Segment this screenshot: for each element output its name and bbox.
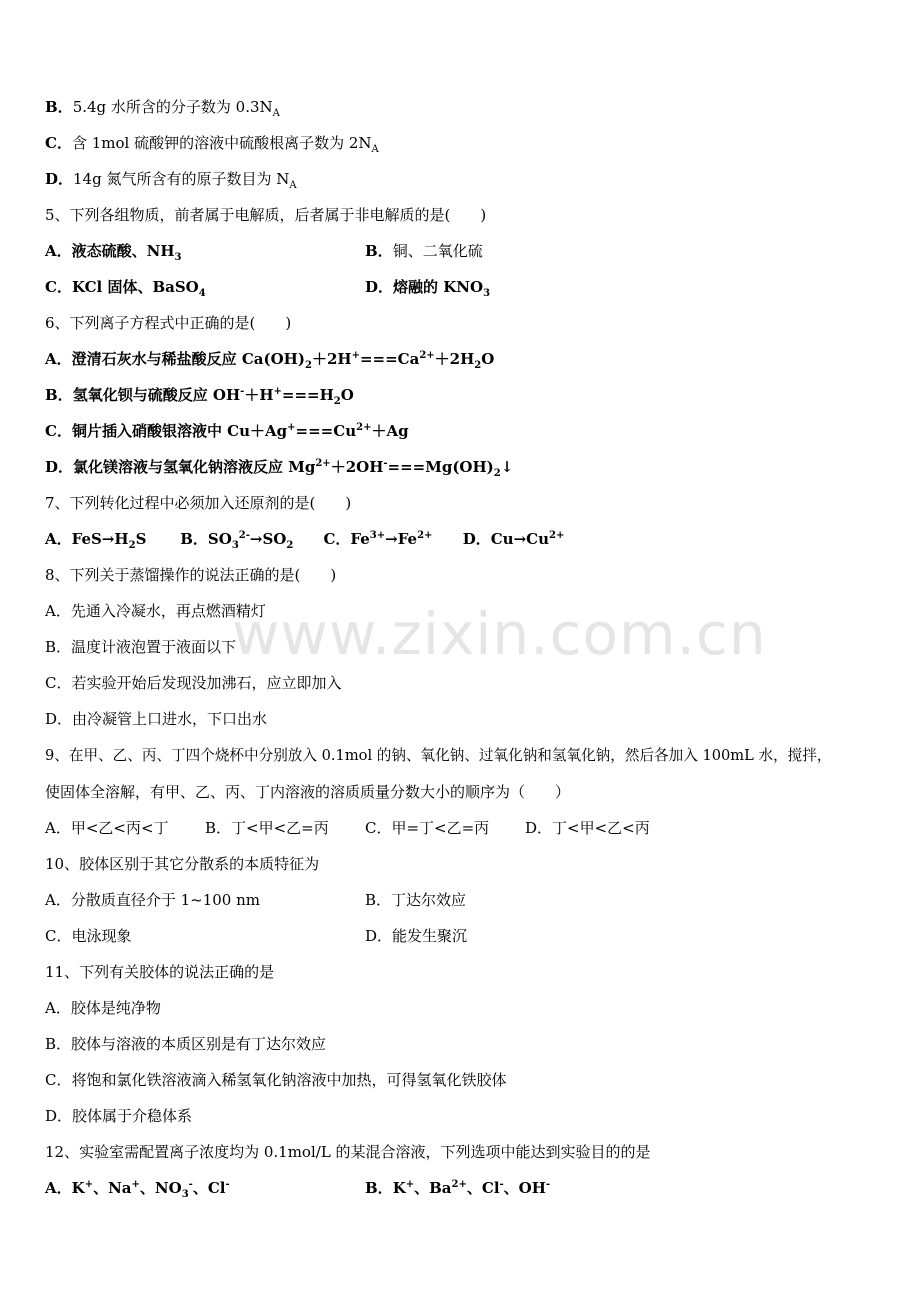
q10-option-d[interactable]: D．能发生聚沉 — [365, 927, 468, 945]
superscript: + — [405, 1179, 415, 1190]
q7-option-d[interactable] — [463, 529, 565, 549]
q6-option-a[interactable] — [45, 349, 494, 369]
q9-option-c[interactable]: C．甲=丁<乙=丙 — [365, 819, 490, 837]
q10-option-a[interactable]: A．分散质直径介于 1~100 nm — [45, 891, 260, 909]
option-text: ＋2H — [311, 350, 352, 368]
q5-option-a[interactable] — [45, 241, 182, 261]
option-text: 澄清石灰水与稀盐酸反应 Ca(OH) — [71, 350, 305, 368]
option-text: O — [340, 386, 354, 404]
q4-option-d[interactable] — [45, 169, 297, 189]
option-text: 氢氧化钡与硫酸反应 OH — [72, 386, 241, 404]
option-text: 、Cl — [192, 1179, 226, 1197]
option-letter: B． — [365, 242, 393, 260]
option-text: FeS→H — [71, 530, 129, 548]
subscript: 3 — [483, 288, 491, 299]
subscript: A — [289, 180, 297, 191]
q10-option-c[interactable]: C．电泳现象 — [45, 927, 132, 945]
option-text: 、Na — [93, 1179, 132, 1197]
q11-option-c[interactable]: C．将饱和氯化铁溶液滴入稀氢氧化钠溶液中加热，可得氢氧化铁胶体 — [45, 1071, 507, 1089]
option-text: ↓ — [500, 458, 514, 476]
q11-option-d[interactable]: D．胶体属于介稳体系 — [45, 1107, 193, 1125]
q11-option-b[interactable]: B．胶体与溶液的本质区别是有丁达尔效应 — [45, 1035, 327, 1053]
q7-option-a[interactable] — [45, 529, 175, 549]
option-text: ===H — [281, 386, 334, 404]
option-letter: A． — [45, 530, 72, 548]
option-letter: A． — [45, 242, 72, 260]
option-letter: A． — [45, 1179, 72, 1197]
superscript: + — [351, 350, 360, 361]
option-text: ＋2OH — [330, 458, 384, 476]
subscript: 4 — [198, 288, 206, 299]
option-text: 液态硫酸、NH — [71, 242, 175, 260]
subscript: A — [272, 108, 280, 119]
q9-option-d[interactable]: D．丁<甲<乙<丙 — [525, 819, 650, 837]
option-text: K — [71, 1179, 85, 1197]
q4-option-c[interactable] — [45, 133, 379, 153]
subscript: 2 — [304, 360, 312, 371]
option-letter: C． — [45, 422, 72, 440]
q10-option-b[interactable]: B．丁达尔效应 — [365, 891, 467, 909]
option-text: 、OH — [503, 1179, 546, 1197]
q8-option-c[interactable]: C．若实验开始后发现没加沸石，应立即加入 — [45, 674, 342, 692]
option-letter: C． — [45, 134, 72, 152]
q5-stem: 5、下列各组物质，前者属于电解质，后者属于非电解质的是( ) — [45, 206, 487, 224]
q7-option-b[interactable] — [180, 529, 318, 549]
option-text: KCl 固体、BaSO — [71, 278, 199, 296]
q7-option-c[interactable] — [323, 529, 457, 549]
option-letter: B． — [180, 530, 208, 548]
option-text: ===Mg(OH) — [387, 458, 494, 476]
option-text: Cu→Cu — [490, 530, 549, 548]
q9-option-b[interactable]: B．丁<甲<乙=丙 — [205, 819, 329, 837]
q7-options — [45, 529, 564, 549]
q11-stem: 11、下列有关胶体的说法正确的是 — [45, 963, 275, 981]
subscript: 3 — [174, 252, 182, 263]
superscript: - — [383, 458, 388, 469]
option-text: ===Ca — [359, 350, 420, 368]
option-text: 铜片插入硝酸银溶液中 Cu＋Ag — [71, 422, 288, 440]
option-letter: B． — [45, 386, 73, 404]
option-text: 14g 氮气所含有的原子数目为 N — [73, 170, 290, 188]
option-text: K — [392, 1179, 406, 1197]
q9-options — [45, 818, 650, 838]
option-text: 5.4g 水所含的分子数为 0.3N — [72, 98, 273, 116]
q6-stem: 6、下列离子方程式中正确的是( ) — [45, 314, 292, 332]
superscript: - — [499, 1179, 504, 1190]
option-text: 铜、二氧化硫 — [392, 242, 483, 260]
q12-option-b[interactable] — [365, 1178, 550, 1198]
option-text: 含 1mol 硫酸钾的溶液中硫酸根离子数为 2N — [71, 134, 372, 152]
option-text: 、Ba — [414, 1179, 452, 1197]
option-letter: D． — [45, 170, 74, 188]
q5-option-c[interactable] — [45, 277, 206, 297]
superscript: + — [287, 422, 296, 433]
superscript: - — [188, 1179, 193, 1190]
option-text: SO — [207, 530, 232, 548]
watermark: www.zixin.com.cn — [232, 600, 767, 668]
q8-option-a[interactable]: A．先通入冷凝水，再点燃酒精灯 — [45, 602, 266, 620]
superscript: 2+ — [451, 1179, 467, 1190]
option-text: 、NO — [139, 1179, 182, 1197]
subscript: 2 — [286, 540, 294, 551]
option-text: →Fe — [385, 530, 418, 548]
option-text: S — [135, 530, 147, 548]
q6-option-b[interactable] — [45, 385, 354, 405]
option-letter: B． — [45, 98, 73, 116]
option-text: ＋Ag — [371, 422, 409, 440]
option-letter: D． — [462, 530, 491, 548]
q12-stem: 12、实验室需配置离子浓度均为 0.1mol/L 的某混合溶液，下列选项中能达到实验目的的是 — [45, 1143, 651, 1161]
option-text: ＋2H — [434, 350, 475, 368]
option-text: 、Cl — [466, 1179, 500, 1197]
subscript: 2 — [474, 360, 482, 371]
superscript: 2+ — [356, 422, 372, 433]
superscript: + — [273, 386, 282, 397]
superscript: - — [225, 1179, 230, 1190]
q9-stem-line1: 9、在甲、乙、丙、丁四个烧杯中分别放入 0.1mol 的钠、氧化钠、过氧化钠和氢氧化钠，然后各加入 100mL 水，搅拌， — [45, 747, 832, 764]
superscript: 2+ — [548, 530, 565, 541]
q11-option-a[interactable]: A．胶体是纯净物 — [45, 999, 161, 1017]
q9-option-a[interactable]: A．甲<乙<丙<丁 — [45, 819, 169, 837]
superscript: + — [131, 1179, 140, 1190]
option-text: →SO — [249, 530, 287, 548]
q12-option-a[interactable] — [45, 1178, 230, 1198]
option-text: Fe — [350, 530, 370, 548]
option-letter: A． — [45, 350, 72, 368]
subscript: 3 — [181, 1189, 189, 1200]
option-letter: C． — [45, 278, 72, 296]
q9-stem-line2: 使固体全溶解，有甲、乙、丙、丁内溶液的溶质质量分数大小的顺序为（ ） — [45, 783, 571, 801]
superscript: 3+ — [369, 530, 386, 541]
q8-option-d[interactable]: D．由冷凝管上口进水，下口出水 — [45, 710, 268, 728]
superscript: 2+ — [417, 530, 433, 541]
superscript: - — [240, 386, 245, 397]
option-text: 熔融的 KNO — [393, 278, 484, 296]
subscript: A — [371, 144, 379, 155]
subscript: 2 — [333, 396, 341, 407]
subscript: 3 — [231, 540, 239, 551]
option-letter: D． — [45, 458, 74, 476]
q10-stem: 10、胶体区别于其它分散系的本质特征为 — [45, 855, 320, 873]
option-text: ===Cu — [295, 422, 357, 440]
q6-option-d[interactable] — [45, 457, 513, 477]
option-text: 氯化镁溶液与氢氧化钠溶液反应 Mg — [73, 458, 316, 476]
option-letter: C． — [323, 530, 351, 548]
option-letter: D． — [365, 278, 394, 296]
subscript: 2 — [128, 540, 136, 551]
superscript: 2+ — [315, 458, 331, 469]
q5-option-b[interactable] — [365, 241, 483, 261]
superscript: - — [545, 1179, 551, 1190]
superscript: 2- — [238, 530, 250, 541]
option-letter: B． — [365, 1179, 393, 1197]
q5-option-d[interactable] — [365, 277, 490, 297]
superscript: + — [84, 1179, 94, 1190]
subscript: 2 — [493, 468, 501, 479]
option-text: O — [481, 350, 495, 368]
q4-option-b[interactable] — [45, 97, 280, 117]
q8-option-b[interactable]: B．温度计液泡置于液面以下 — [45, 638, 237, 656]
q7-stem: 7、下列转化过程中必须加入还原剂的是( ) — [45, 494, 352, 512]
q8-stem: 8、下列关于蒸馏操作的说法正确的是( ) — [45, 566, 337, 584]
option-text: ＋H — [244, 386, 274, 404]
q6-option-c[interactable] — [45, 421, 409, 441]
superscript: 2+ — [419, 350, 435, 361]
